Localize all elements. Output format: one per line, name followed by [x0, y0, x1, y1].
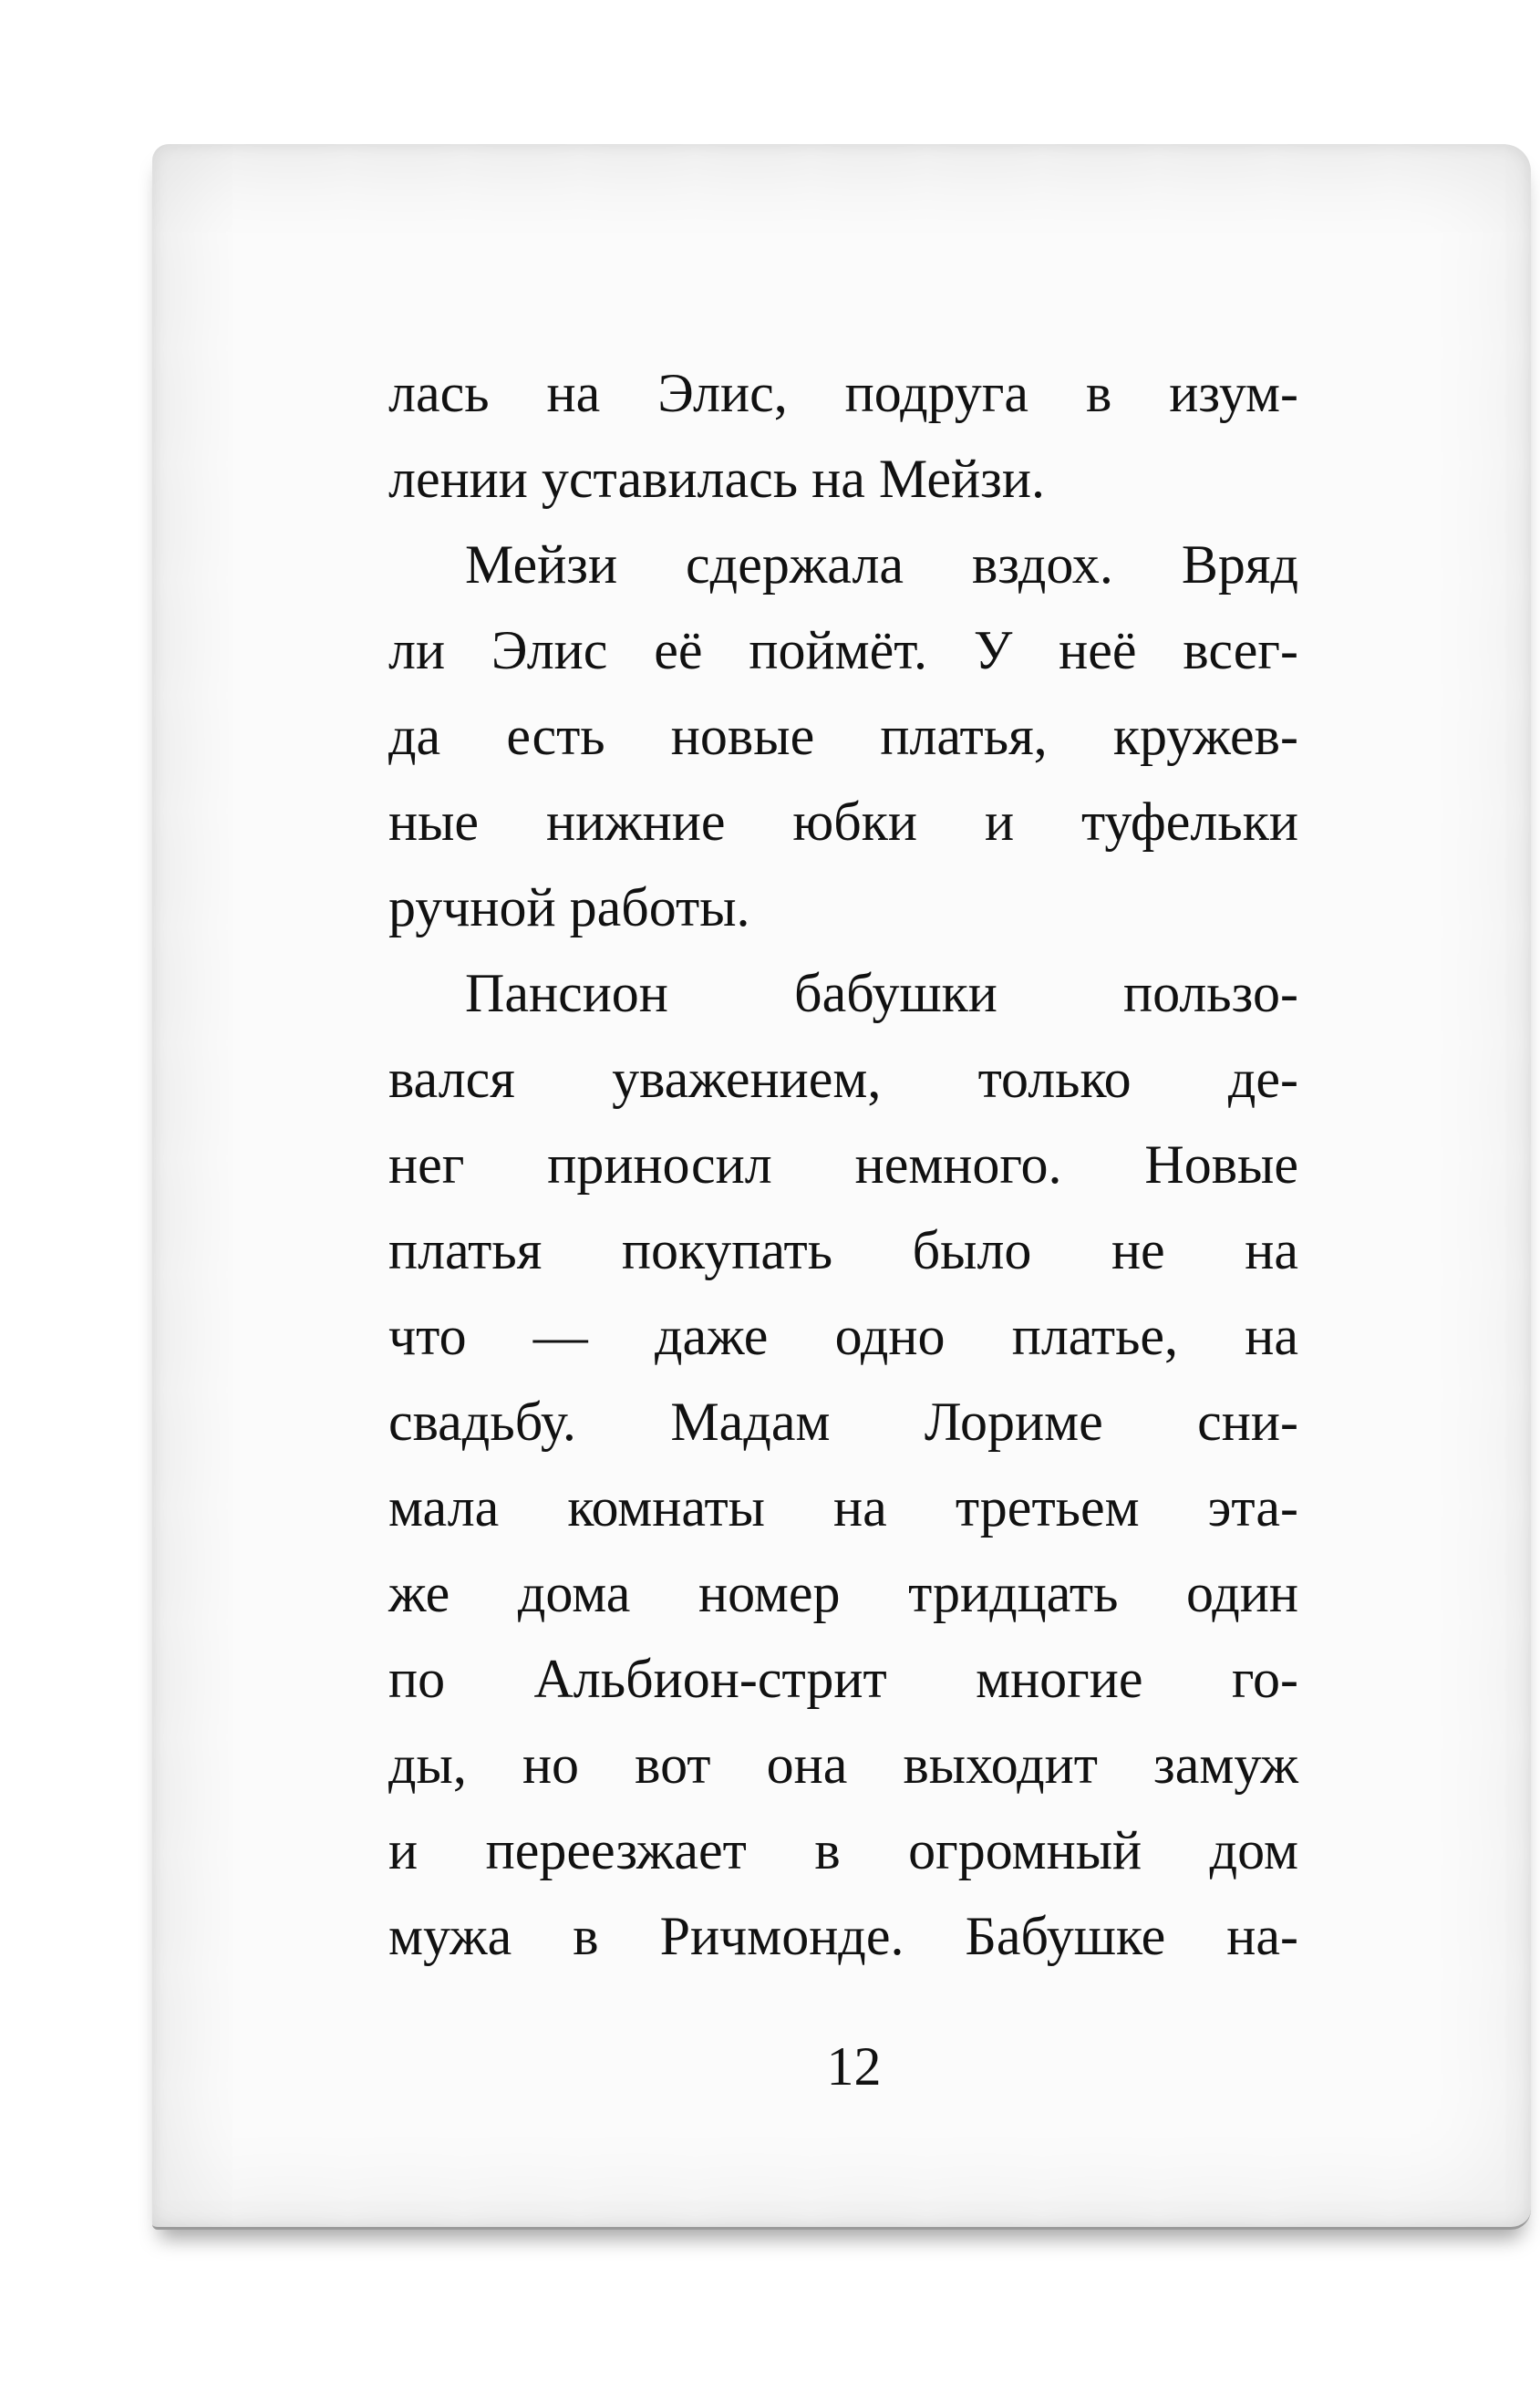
page-number [0, 2030, 1540, 2103]
body-text [388, 350, 1298, 1979]
text-line: мала комнаты на третьем эта- [388, 1477, 1298, 1538]
text-line: Мейзи сдержала вздох. Вряд [465, 534, 1298, 595]
text-line: же дома номер тридцать один [388, 1563, 1298, 1623]
text-line: да есть новые платья, кружев- [388, 706, 1298, 766]
text-line: вался уважением, только де- [388, 1049, 1298, 1109]
text-line: свадьбу. Мадам Лориме сни- [388, 1392, 1298, 1452]
text-line: мужа в Ричмонде. Бабушке на- [388, 1906, 1298, 1966]
text-line: ные нижние юбки и туфельки [388, 792, 1298, 852]
text-line: ды, но вот она выходит замуж [388, 1734, 1298, 1795]
text-line: ручной работы. [388, 877, 750, 937]
text-line: лась на Элис, подруга в изум- [388, 363, 1298, 423]
text-line: ли Элис её поймёт. У неё всег- [388, 620, 1298, 680]
text-line: и переезжает в огромный дом [388, 1820, 1298, 1880]
text-line: нег приносил немного. Новые [388, 1134, 1298, 1195]
text-line: лении уставилась на Мейзи. [388, 449, 1045, 509]
text-line: Пансион бабушки пользо- [465, 963, 1298, 1023]
page-number-text: 12 [826, 2036, 882, 2097]
text-line: платья покупать было не на [388, 1220, 1298, 1280]
text-line: по Альбион-стрит многие го- [388, 1649, 1298, 1709]
text-line: что — даже одно платье, на [388, 1306, 1298, 1366]
